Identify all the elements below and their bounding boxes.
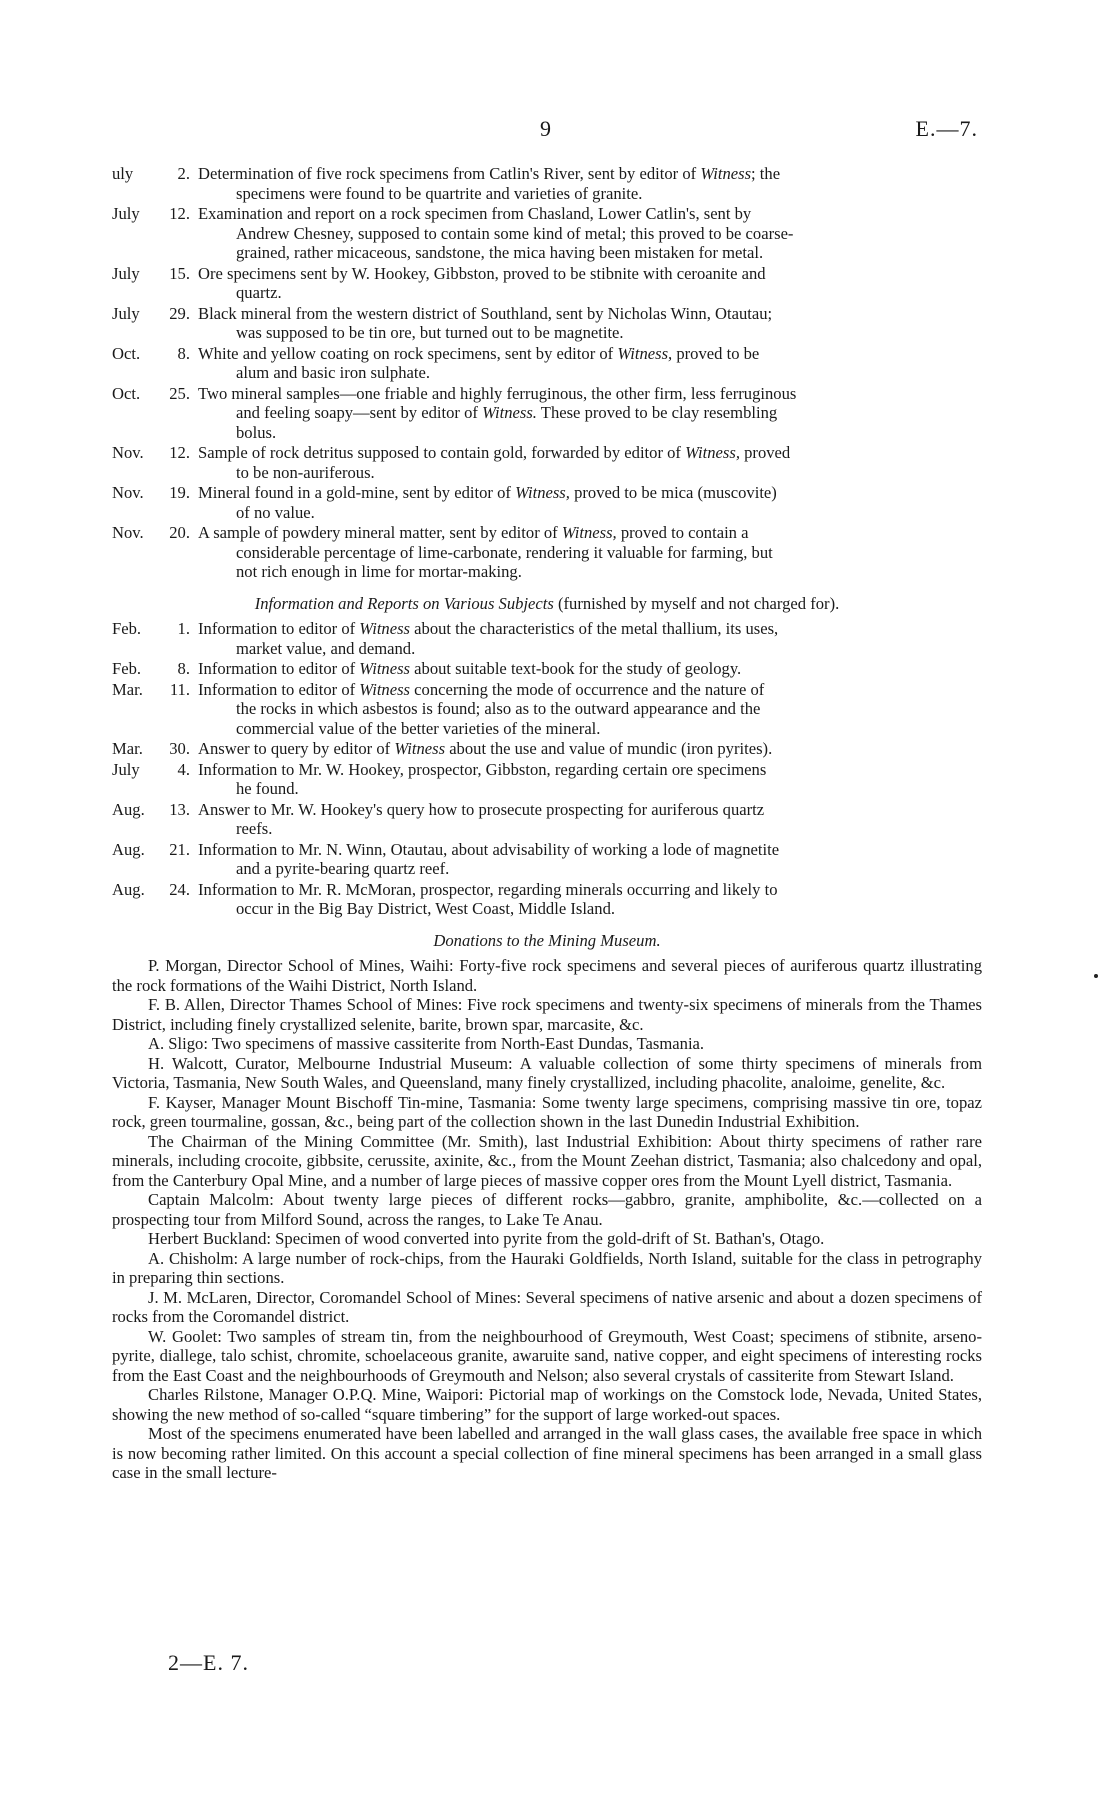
publication-name: Witness, (515, 483, 570, 502)
entry-text: occur in the Big Bay District, West Coast, Middle Island. (236, 899, 616, 918)
entry-text: about suitable text-book for the study of geology. (410, 659, 742, 678)
entry-text: Mineral found in a gold-mine, sent by editor of (198, 483, 516, 502)
analyses-list (112, 164, 982, 582)
entry-text: Information to editor of (198, 679, 360, 699)
entry-text: to be non-auriferous. (236, 462, 375, 482)
entry-text: Examination and report on a rock specimen from Chasland, Lower Catlin's, sent by (198, 204, 752, 223)
list-item (112, 164, 982, 203)
list-item (112, 204, 982, 263)
donation-paragraph: P. Morgan, Director School of Mines, Waihi: Forty-five rock specimens and several pieces of auriferous quartz illustrating the rock formations of the Waihi District, North Island. (112, 956, 982, 995)
entry-text: was supposed to be tin ore, but turned out to be magnetite. (236, 323, 624, 342)
list-item (112, 619, 982, 658)
entry-month: Aug. (112, 839, 145, 859)
info-section-heading (112, 594, 982, 614)
entry-text: proved to contain a (616, 523, 749, 542)
entry-text: and a pyrite-bearing quartz reef. (236, 859, 450, 878)
entry-text: proved (739, 443, 791, 462)
entry-day: 8. (177, 343, 190, 363)
entry-text: the rocks in which asbestos is found; also as to the outward appearance and the (236, 699, 761, 718)
entry-day: 24. (169, 879, 190, 899)
donation-paragraph: Charles Rilstone, Manager O.P.Q. Mine, Waipori: Pictorial map of workings on the Comstock lode, Nevada, United States, showing the new method of so-called “square timbering” for the support of large worked-out spaces. (112, 1385, 982, 1424)
entry-text: Information to editor of (198, 659, 360, 678)
entry-day: 25. (169, 383, 190, 403)
entry-text: grained, rather micaceous, sandstone, the mica having been mistaken for metal. (236, 243, 764, 262)
entry-text: Two mineral samples—one friable and highly ferruginous, the other firm, less ferruginous (198, 383, 797, 403)
entry-month: Mar. (112, 679, 143, 699)
entry-text: commercial value of the better varieties of the mineral. (236, 718, 601, 738)
entry-month: Feb. (112, 659, 142, 678)
signature-code: 2—E. 7. (168, 1650, 249, 1675)
publication-name: Witness, (685, 443, 740, 462)
entry-day: 15. (169, 263, 190, 283)
entry-day: 12. (169, 443, 190, 462)
entry-text: alum and basic iron sulphate. (236, 363, 431, 382)
entry-text: Ore specimens sent by W. Hookey, Gibbston, proved to be stibnite with ceroanite and (198, 263, 766, 283)
entry-month: July (112, 263, 140, 283)
donation-paragraph: W. Goolet: Two samples of stream tin, from the neighbourhood of Greymouth, West Coast; specimens of stibnite, arseno-pyrite, diallege, talo schist, chromite, schoelaceous granite, awaruite sand, native copper, and eight specimens of interesting rocks from the East Coast and the neighbourhoods of Greymouth and Nelson; also several crystals of cassiterite from Stewart Island. (112, 1326, 982, 1385)
entry-text: about the use and value of mundic (iron pyrites). (445, 739, 773, 758)
publication-name: Witness (359, 659, 411, 678)
entry-text: Answer to query by editor of (198, 739, 395, 758)
entry-text: market value, and demand. (236, 638, 416, 658)
donation-paragraph: F. B. Allen, Director Thames School of Mines: Five rock specimens and twenty-six specimens of minerals from the Thames District, including finely crystallized selenite, barite, brown spar, marcasite, &c. (112, 995, 982, 1034)
entry-day: 8. (177, 659, 190, 678)
entry-text: ; the (751, 164, 781, 183)
info-heading-plain: (furnished by myself and not charged for). (553, 593, 840, 613)
entry-month: Aug. (112, 799, 145, 819)
stray-mark (1094, 974, 1098, 978)
entry-day: 21. (169, 839, 190, 859)
publication-name: Witness (359, 619, 411, 638)
list-item (112, 880, 982, 919)
list-item (112, 523, 982, 582)
entry-text: These proved to be clay resembling (536, 403, 778, 422)
page-body (112, 164, 982, 1483)
list-item (112, 760, 982, 799)
entry-text: considerable percentage of lime-carbonate, rendering it valuable for farming, but (236, 542, 773, 562)
entry-month: uly (112, 164, 134, 183)
entry-month: Feb. (112, 619, 142, 638)
entry-text: Information to editor of (198, 619, 360, 638)
entry-day: 30. (169, 739, 190, 758)
entry-day: 20. (169, 523, 190, 542)
entry-text: of no value. (236, 502, 315, 522)
list-item (112, 739, 982, 759)
entry-text: about the characteristics of the metal thallium, its uses, (410, 619, 779, 638)
entry-day: 12. (169, 204, 190, 223)
donation-paragraph: Herbert Buckland: Specimen of wood converted into pyrite from the gold-drift of St. Bathan's, Otago. (148, 1229, 825, 1248)
entry-text: A sample of powdery mineral matter, sent by editor of (198, 523, 562, 542)
donation-paragraph: F. Kayser, Manager Mount Bischoff Tin-mine, Tasmania: Some twenty large specimens, comprising massive tin ore, topaz rock, green tourmaline, gossan, &c., being part of the collection shown in the last Dunedin Industrial Exhibition. (112, 1092, 982, 1131)
closing-paragraph: Most of the specimens enumerated have been labelled and arranged in the wall glass cases, the available free space in which is now becoming rather limited. On this account a special collection of fine mineral specimens has been arranged in a small glass case in the small lecture- (112, 1424, 982, 1482)
publication-name: Witness, (561, 523, 617, 542)
entry-month: Nov. (112, 483, 144, 502)
entry-day: 11. (169, 679, 190, 699)
entry-text: and feeling soapy—sent by editor of (236, 403, 483, 422)
entry-month: Nov. (112, 443, 144, 462)
entry-text: bolus. (236, 422, 277, 442)
donation-paragraph: J. M. McLaren, Director, Coromandel School of Mines: Several specimens of native arsenic and about a dozen specimens of rocks from the Coromandel district. (112, 1287, 982, 1326)
publication-name: Witness (394, 739, 446, 758)
list-item (112, 443, 982, 482)
list-item (112, 483, 982, 522)
publication-name: Witness. (482, 403, 537, 422)
information-list (112, 619, 982, 919)
entry-text: specimens were found to be quartrite and varieties of granite. (236, 183, 643, 203)
entry-text: Sample of rock detritus supposed to contain gold, forwarded by editor of (198, 443, 686, 462)
entry-text: Answer to Mr. W. Hookey's query how to prosecute prospecting for auriferous quartz (198, 799, 765, 819)
publication-name: Witness, (617, 343, 673, 363)
donation-paragraph: Captain Malcolm: About twenty large pieces of different rocks—gabbro, granite, amphibolite, &c.—collected on a prospecting tour from Milford Sound, across the ranges, to Lake Te Anau. (112, 1190, 982, 1229)
entry-text: he found. (236, 779, 299, 798)
publication-name: Witness (700, 164, 752, 183)
donation-paragraph: A. Sligo: Two specimens of massive cassiterite from North-East Dundas, Tasmania. (148, 1034, 705, 1053)
donation-paragraph: The Chairman of the Mining Committee (Mr. Smith), last Industrial Exhibition: About thirty specimens of rather rare minerals, including crocoite, gibbsite, cerussite, axinite, &c., from the Mount Zeehan district, Tasmania; also chalcedony and opal, from the Canterbury Opal Mine, and a number of large pieces of massive copper ores from the Mount Lyell district, Tasmania. (112, 1131, 982, 1190)
page-number: 9 (540, 116, 551, 141)
entry-text: Andrew Chesney, supposed to contain some kind of metal; this proved to be coarse- (236, 223, 794, 243)
page-header (0, 116, 1114, 144)
entry-day: 2. (177, 164, 190, 183)
donations-heading: Donations to the Mining Museum. (433, 930, 661, 950)
entry-text: Information to Mr. R. McMoran, prospector, regarding minerals occurring and likely to (198, 879, 778, 899)
entry-text: Information to Mr. W. Hookey, prospector, Gibbston, regarding certain ore specimens (198, 759, 767, 779)
list-item (112, 659, 982, 679)
entry-day: 1. (177, 619, 190, 638)
entry-text: quartz. (236, 283, 282, 302)
entry-text: proved to be (672, 343, 760, 363)
list-item (112, 680, 982, 739)
list-item (112, 800, 982, 839)
entry-month: Oct. (112, 383, 141, 403)
donations-list (112, 956, 982, 1483)
entry-day: 4. (177, 759, 190, 779)
list-item (112, 304, 982, 343)
entry-day: 19. (169, 483, 190, 502)
info-heading-italic: Information and Reports on Various Subjects (254, 593, 554, 613)
entry-text: concerning the mode of occurrence and the nature of (410, 679, 765, 699)
entry-text: not rich enough in lime for mortar-making. (236, 562, 522, 581)
entry-month: July (112, 759, 140, 779)
entry-day: 29. (169, 303, 190, 323)
entry-month: July (112, 303, 140, 323)
list-item (112, 344, 982, 383)
entry-month: July (112, 204, 140, 223)
donation-paragraph: A. Chisholm: A large number of rock-chips, from the Hauraki Goldfields, North Island, suitable for the class in petrography in preparing thin sections. (112, 1248, 982, 1287)
entry-month: Aug. (112, 879, 145, 899)
entry-month: Mar. (112, 739, 143, 758)
entry-text: White and yellow coating on rock specimens, sent by editor of (198, 343, 618, 363)
donation-paragraph: H. Walcott, Curator, Melbourne Industrial Museum: A valuable collection of some thirty specimens of minerals from Victoria, Tasmania, New South Wales, and Queensland, many finely crystallized, including phacolite, analoime, genelite, &c. (112, 1053, 982, 1092)
list-item (112, 384, 982, 443)
entry-text: proved to be mica (muscovite) (569, 483, 777, 502)
entry-text: Determination of five rock specimens from Catlin's River, sent by editor of (198, 164, 701, 183)
entry-text: reefs. (236, 819, 273, 838)
document-code: E.—7. (915, 116, 978, 141)
entry-day: 13. (169, 799, 190, 819)
entry-month: Nov. (112, 523, 144, 542)
list-item (112, 840, 982, 879)
publication-name: Witness (359, 679, 411, 699)
entry-text: Black mineral from the western district of Southland, sent by Nicholas Winn, Otautau; (198, 303, 773, 323)
list-item (112, 264, 982, 303)
entry-text: Information to Mr. N. Winn, Otautau, about advisability of working a lode of magnetite (198, 839, 780, 859)
entry-month: Oct. (112, 343, 141, 363)
